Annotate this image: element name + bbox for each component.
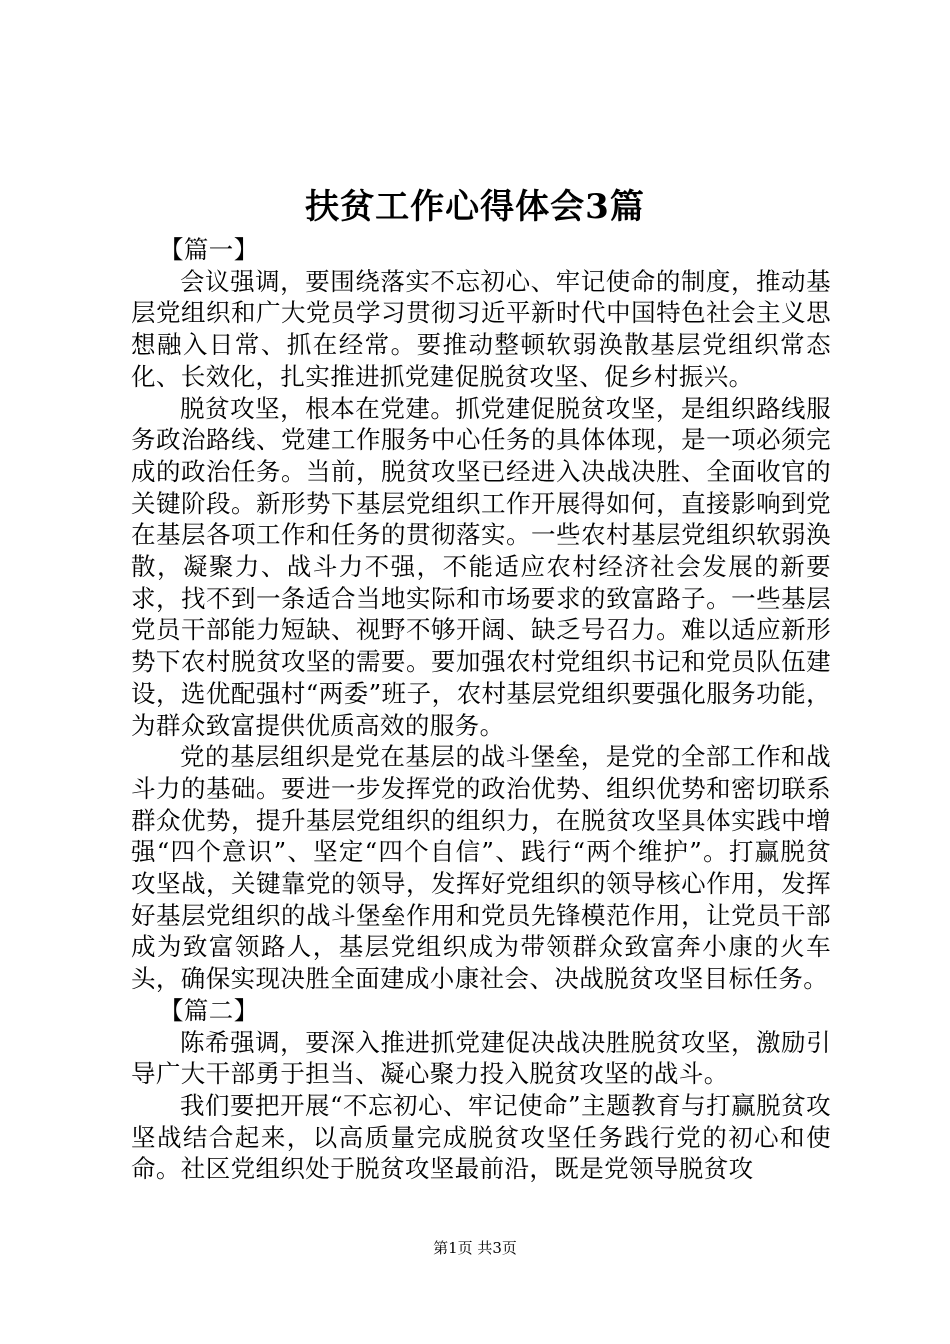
document-body <box>131 234 831 1185</box>
paragraph: 会议强调，要围绕落实不忘初心、牢记使命的制度，推动基层党组织和广大党员学习贯彻习近平新时代中国特色社会主义思想融入日常、抓在经常。要推动整顿软弱涣散基层党组织常态化、长效化，扎实推进抓党建促脱贫攻坚、促乡村振兴。 <box>131 266 831 391</box>
document-title: 扶贫工作心得体会3篇 <box>305 187 645 227</box>
paragraph: 陈希强调，要深入推进抓党建促决战决胜脱贫攻坚，激励引导广大干部勇于担当、凝心聚力投入脱贫攻坚的战斗。 <box>131 1027 831 1089</box>
section-1 <box>131 234 831 995</box>
section-heading: 【篇二】 <box>159 995 259 1025</box>
paragraph: 我们要把开展“不忘初心、牢记使命”主题教育与打赢脱贫攻坚战结合起来，以高质量完成脱贫攻坚任务践行党的初心和使命。社区党组织处于脱贫攻坚最前沿，既是党领导脱贫攻 <box>131 1090 831 1184</box>
section-2 <box>131 995 831 1185</box>
paragraph: 脱贫攻坚，根本在党建。抓党建促脱贫攻坚，是组织路线服务政治路线、党建工作服务中心任务的具体体现，是一项必须完成的政治任务。当前，脱贫攻坚已经进入决战决胜、全面收官的关键阶段。新形势下基层党组织工作开展得如何，直接影响到党在基层各项工作和任务的贯彻落实。一些农村基层党组织软弱涣散，凝聚力、战斗力不强，不能适应农村经济社会发展的新要求，找不到一条适合当地实际和市场要求的致富路子。一些基层党员干部能力短缺、视野不够开阔、缺乏号召力。难以适应新形势下农村脱贫攻坚的需要。要加强农村党组织书记和党员队伍建设，选优配强村“两委”班子，农村基层党组织要强化服务功能，为群众致富提供优质高效的服务。 <box>131 393 831 740</box>
page-footer: 第1页 共3页 <box>433 1239 517 1257</box>
paragraph: 党的基层组织是党在基层的战斗堡垒，是党的全部工作和战斗力的基础。要进一步发挥党的政治优势、组织优势和密切联系群众优势，提升基层党组织的组织力，在脱贫攻坚具体实践中增强“四个意识”、坚定“四个自信”、践行“两个维护”。打赢脱贫攻坚战，关键靠党的领导，发挥好党组织的领导核心作用，发挥好基层党组织的战斗堡垒作用和党员先锋模范作用，让党员干部成为致富领路人，基层党组织成为带领群众致富奔小康的火车头，确保实现决胜全面建成小康社会、决战脱贫攻坚目标任务。 <box>131 742 831 994</box>
section-heading: 【篇一】 <box>159 235 259 264</box>
